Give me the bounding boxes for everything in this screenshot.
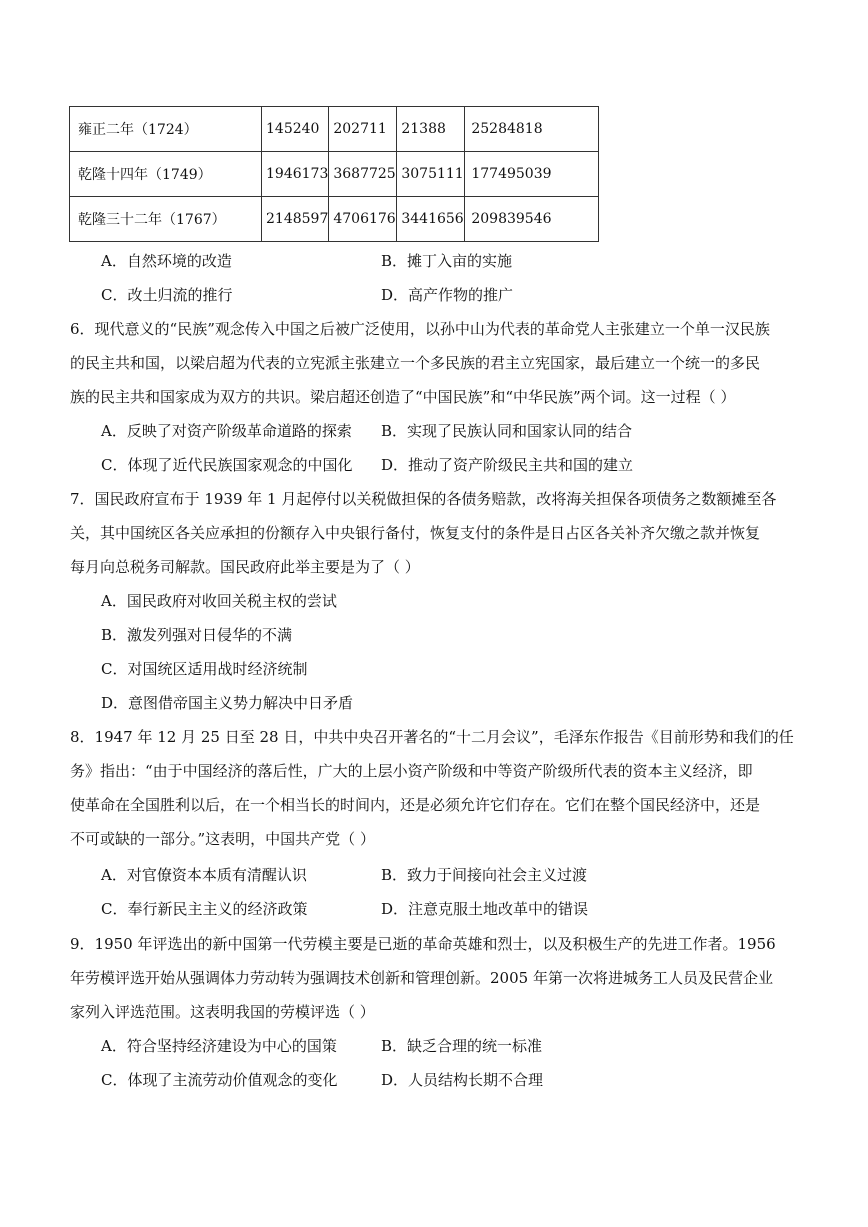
table-row	[70, 107, 599, 152]
q6-stem-line: 6．现代意义的“民族”观念传入中国之后被广泛使用，以孙中山为代表的革命党人主张建立一个单一汉民族	[70, 320, 770, 338]
statistics-table	[69, 106, 599, 242]
q7-option-c: C．对国统区适用战时经济统制	[101, 660, 308, 678]
q8-stem-line: 8．1947 年 12 月 25 日至 28 日，中共中央召开著名的“十二月会议”，毛泽东作报告《目前形势和我们的任	[70, 728, 794, 746]
q8-option-b: B．致力于间接向社会主义过渡	[381, 866, 588, 884]
table-cell: 1946173	[262, 152, 329, 197]
q8-option-d: D．注意克服土地改革中的错误	[381, 900, 589, 918]
table-cell: 雍正二年（1724）	[70, 107, 262, 152]
q8-stem-line: 务》指出：“由于中国经济的落后性，广大的上层小资产阶级和中等资产阶级所代表的资本主义经济，即	[70, 762, 753, 780]
q9-stem-line: 9．1950 年评选出的新中国第一代劳模主要是已逝的革命英雄和烈士，以及积极生产的先进工作者。1956	[70, 935, 776, 953]
q7-option-a: A．国民政府对收回关税主权的尝试	[101, 592, 337, 610]
table-cell: 177495039	[465, 152, 599, 197]
q9-option-d: D．人员结构长期不合理	[381, 1071, 544, 1089]
table-cell: 4706176	[329, 197, 397, 242]
q9-stem-line: 年劳模评选开始从强调体力劳动转为强调技术创新和管理创新。2005 年第一次将进城务工人员及民营企业	[70, 969, 773, 987]
q6-option-a: A．反映了对资产阶级革命道路的探索	[101, 422, 352, 440]
q6-option-c: C．体现了近代民族国家观念的中国化	[101, 456, 353, 474]
q6-option-d: D．推动了资产阶级民主共和国的建立	[381, 456, 634, 474]
q8-stem-line: 使革命在全国胜利以后，在一个相当长的时间内，还是必须允许它们存在。它们在整个国民经济中，还是	[70, 796, 761, 814]
table-cell: 3687725	[329, 152, 397, 197]
q7-option-d: D．意图借帝国主义势力解决中日矛盾	[101, 694, 354, 712]
table-row	[70, 152, 599, 197]
table-row	[70, 197, 599, 242]
q6-stem-line: 族的民主共和国家成为双方的共识。梁启超还创造了“中国民族”和“中华民族”两个词。这一过程（ ）	[70, 388, 736, 406]
table-cell: 21388	[397, 107, 465, 152]
table-cell: 209839546	[465, 197, 599, 242]
q6-option-b: B．实现了民族认同和国家认同的结合	[381, 422, 633, 440]
table-cell: 202711	[329, 107, 397, 152]
q8-option-c: C．奉行新民主主义的经济政策	[101, 900, 308, 918]
table-cell: 25284818	[465, 107, 599, 152]
q7-option-b: B．激发列强对日侵华的不满	[101, 626, 293, 644]
q5-option-d: D．高产作物的推广	[381, 286, 514, 304]
table-cell: 3075111	[397, 152, 465, 197]
table-cell: 2148597	[262, 197, 329, 242]
q9-option-b: B．缺乏合理的统一标准	[381, 1037, 543, 1055]
q7-stem-line: 每月向总税务司解款。国民政府此举主要是为了（ ）	[70, 558, 420, 576]
q6-stem-line: 的民主共和国，以梁启超为代表的立宪派主张建立一个多民族的君主立宪国家，最后建立一个统一的多民	[70, 354, 761, 372]
q9-stem-line: 家列入评选范围。这表明我国的劳模评选（ ）	[70, 1003, 375, 1021]
q7-stem-line: 7．国民政府宣布于 1939 年 1 月起停付以关税做担保的各债务赔款，改将海关担保各项债务之数额摊至各	[70, 490, 777, 508]
q5-option-a: A．自然环境的改造	[101, 252, 232, 270]
q7-stem-line: 关，其中国统区各关应承担的份额存入中央银行备付，恢复支付的条件是日占区各关补齐欠缴之款并恢复	[70, 524, 761, 542]
q9-option-a: A．符合坚持经济建设为中心的国策	[101, 1037, 337, 1055]
table-cell: 3441656	[397, 197, 465, 242]
q9-option-c: C．体现了主流劳动价值观念的变化	[101, 1071, 338, 1089]
q5-option-b: B．摊丁入亩的实施	[381, 252, 513, 270]
q5-option-c: C．改土归流的推行	[101, 286, 233, 304]
table-cell: 乾隆三十二年（1767）	[70, 197, 262, 242]
q8-stem-line: 不可或缺的一部分。”这表明，中国共产党（ ）	[70, 830, 375, 848]
table-cell: 145240	[262, 107, 329, 152]
q8-option-a: A．对官僚资本本质有清醒认识	[101, 866, 307, 884]
table-cell: 乾隆十四年（1749）	[70, 152, 262, 197]
